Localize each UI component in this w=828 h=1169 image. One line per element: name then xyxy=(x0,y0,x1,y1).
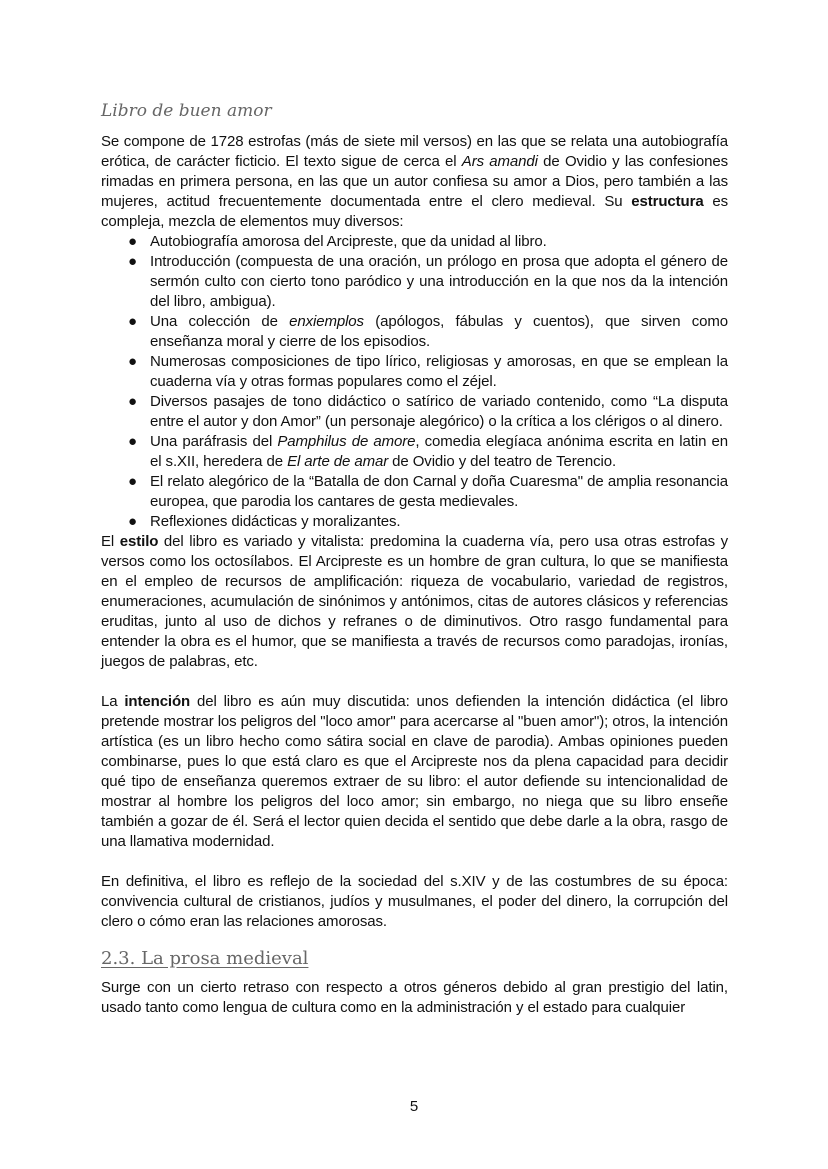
text-run: del libro es aún muy discutida: unos defienden la intención didáctica (el libro pretende mostrar los peligros del "loco amor" para acercarse al "buen amor"); otros, la intención artística (es un libro hecho como sátira social en clave de parodia). Ambas opiniones pueden combinarse, pues lo que está claro es que el Arcipreste nos da plena capacidad para decidir qué tipo de enseñanza queremos extraer de su libro: el autor defiende su intencionalidad de mostrar al hombre los peligros del loco amor; sin embargo, no niega que su libro enseñe también a gozar de él. Será el lector quien decida el sentido que debe darle a la obra, rasgo de una llamativa modernidad. xyxy=(101,693,728,850)
text-run: Surge con un cierto retraso con respecto a otros géneros debido al gran prestigio del latin, usado tanto como lengua de cultura como en la administración y el estado para cualquier xyxy=(101,979,728,1016)
bullet-icon: ● xyxy=(128,313,137,330)
text-run: de Ovidio y del teatro de Terencio. xyxy=(388,453,617,470)
subsection-title: Libro de buen amor xyxy=(101,101,272,121)
list-item xyxy=(128,392,728,432)
estilo-paragraph xyxy=(101,532,728,672)
bullet-icon: ● xyxy=(128,473,137,490)
list-item xyxy=(128,312,728,352)
bullet-icon: ● xyxy=(128,353,137,370)
text-run: Una colección de xyxy=(150,313,290,330)
bullet-icon: ● xyxy=(128,393,137,410)
text-run: del libro es variado y vitalista: predomina la cuaderna vía, pero usa otras estrofas y versos como los octosílabos. El Arcipreste es un hombre de gran cultura, lo que se manifiesta en el empleo de recursos de amplificación: riqueza de vocabulario, variedad de registros, enumeraciones, acumulación de sinónimos y antónimos, citas de autores clásicos y referencias eruditas, junto al uso de dichos y refranes o de diminutivos. Otro rasgo fundamental para entender la obra es el humor, que se manifiesta a través de recursos como paradojas, ironías, juegos de palabras, etc. xyxy=(101,533,728,670)
text-run: Numerosas composiciones de tipo lírico, religiosas y amorosas, en que se emplean la cuaderna vía y otras formas populares como el zéjel. xyxy=(150,353,728,390)
list-item xyxy=(128,352,728,392)
paragraph-gap xyxy=(101,852,728,872)
italic-text: El arte de amar xyxy=(287,453,389,470)
text-run: En definitiva, el libro es reflejo de la sociedad del s.XIV y de las costumbres de su época: convivencia cultural de cristianos, judíos y musulmanes, el poder del dinero, la corrupción del clero o cómo eran las relaciones amorosas. xyxy=(101,873,728,930)
text-run: Autobiografía amorosa del Arcipreste, que da unidad al libro. xyxy=(150,233,547,250)
italic-text: Ars amandi xyxy=(461,153,538,170)
text-run: (apólogos, fábulas y cuentos), que sirven como enseñanza moral y cierre de los episodios. xyxy=(150,313,728,350)
text-run: Reflexiones didácticas y moralizantes. xyxy=(150,513,401,530)
text-run: es compleja, mezcla de elementos muy diversos: xyxy=(101,193,728,230)
text-run: El xyxy=(101,533,120,550)
paragraph-gap xyxy=(101,672,728,692)
italic-text: Pamphilus de amore xyxy=(277,433,416,450)
bullet-icon: ● xyxy=(128,513,137,530)
bold-text: estructura xyxy=(631,193,704,210)
bullet-icon: ● xyxy=(128,233,137,250)
bold-text: intención xyxy=(124,693,191,710)
section-heading: 2.3. La prosa medieval xyxy=(101,948,309,969)
conclusion-paragraph xyxy=(101,872,728,932)
document-page xyxy=(101,98,728,1018)
intencion-paragraph xyxy=(101,692,728,852)
bullet-icon: ● xyxy=(128,253,137,270)
prosa-paragraph xyxy=(101,978,728,1018)
text-run: Una paráfrasis del xyxy=(150,433,278,450)
text-run: Introducción (compuesta de una oración, un prólogo en prosa que adopta el género de sermón culto con cierto tono paródico y una introducción en la que nos da la intención del libro, ambigua). xyxy=(150,253,728,310)
italic-text: enxiemplos xyxy=(289,313,364,330)
text-run: La xyxy=(101,693,125,710)
page-number: 5 xyxy=(409,1098,419,1115)
structure-list xyxy=(101,232,728,532)
list-item xyxy=(128,232,728,252)
bullet-icon: ● xyxy=(128,433,137,450)
bold-text: estilo xyxy=(119,533,159,550)
intro-paragraph xyxy=(101,132,728,232)
text-run: de Ovidio y las confesiones rimadas en primera persona, en las que un autor confiesa su amor a Dios, pero también a las mujeres, actitud frecuentemente documentada entre el clero medieval. Su xyxy=(101,153,728,210)
text-run: Se compone de 1728 estrofas (más de siete mil versos) en las que se relata una autobiografía erótica, de carácter ficticio. El texto sigue de cerca el xyxy=(101,133,728,170)
text-run: Diversos pasajes de tono didáctico o satírico de variado contenido, como “La disputa entre el autor y don Amor” (un personaje alegórico) o la crítica a los clérigos o al dinero. xyxy=(150,393,728,430)
list-item xyxy=(128,472,728,512)
list-item xyxy=(128,252,728,312)
text-run: El relato alegórico de la “Batalla de don Carnal y doña Cuaresma" de amplia resonancia europea, que parodia los cantares de gesta medievales. xyxy=(150,473,728,510)
list-item xyxy=(128,512,728,532)
list-item xyxy=(128,432,728,472)
text-run: , comedia elegíaca anónima escrita en latin en el s.XII, heredera de xyxy=(150,433,728,470)
